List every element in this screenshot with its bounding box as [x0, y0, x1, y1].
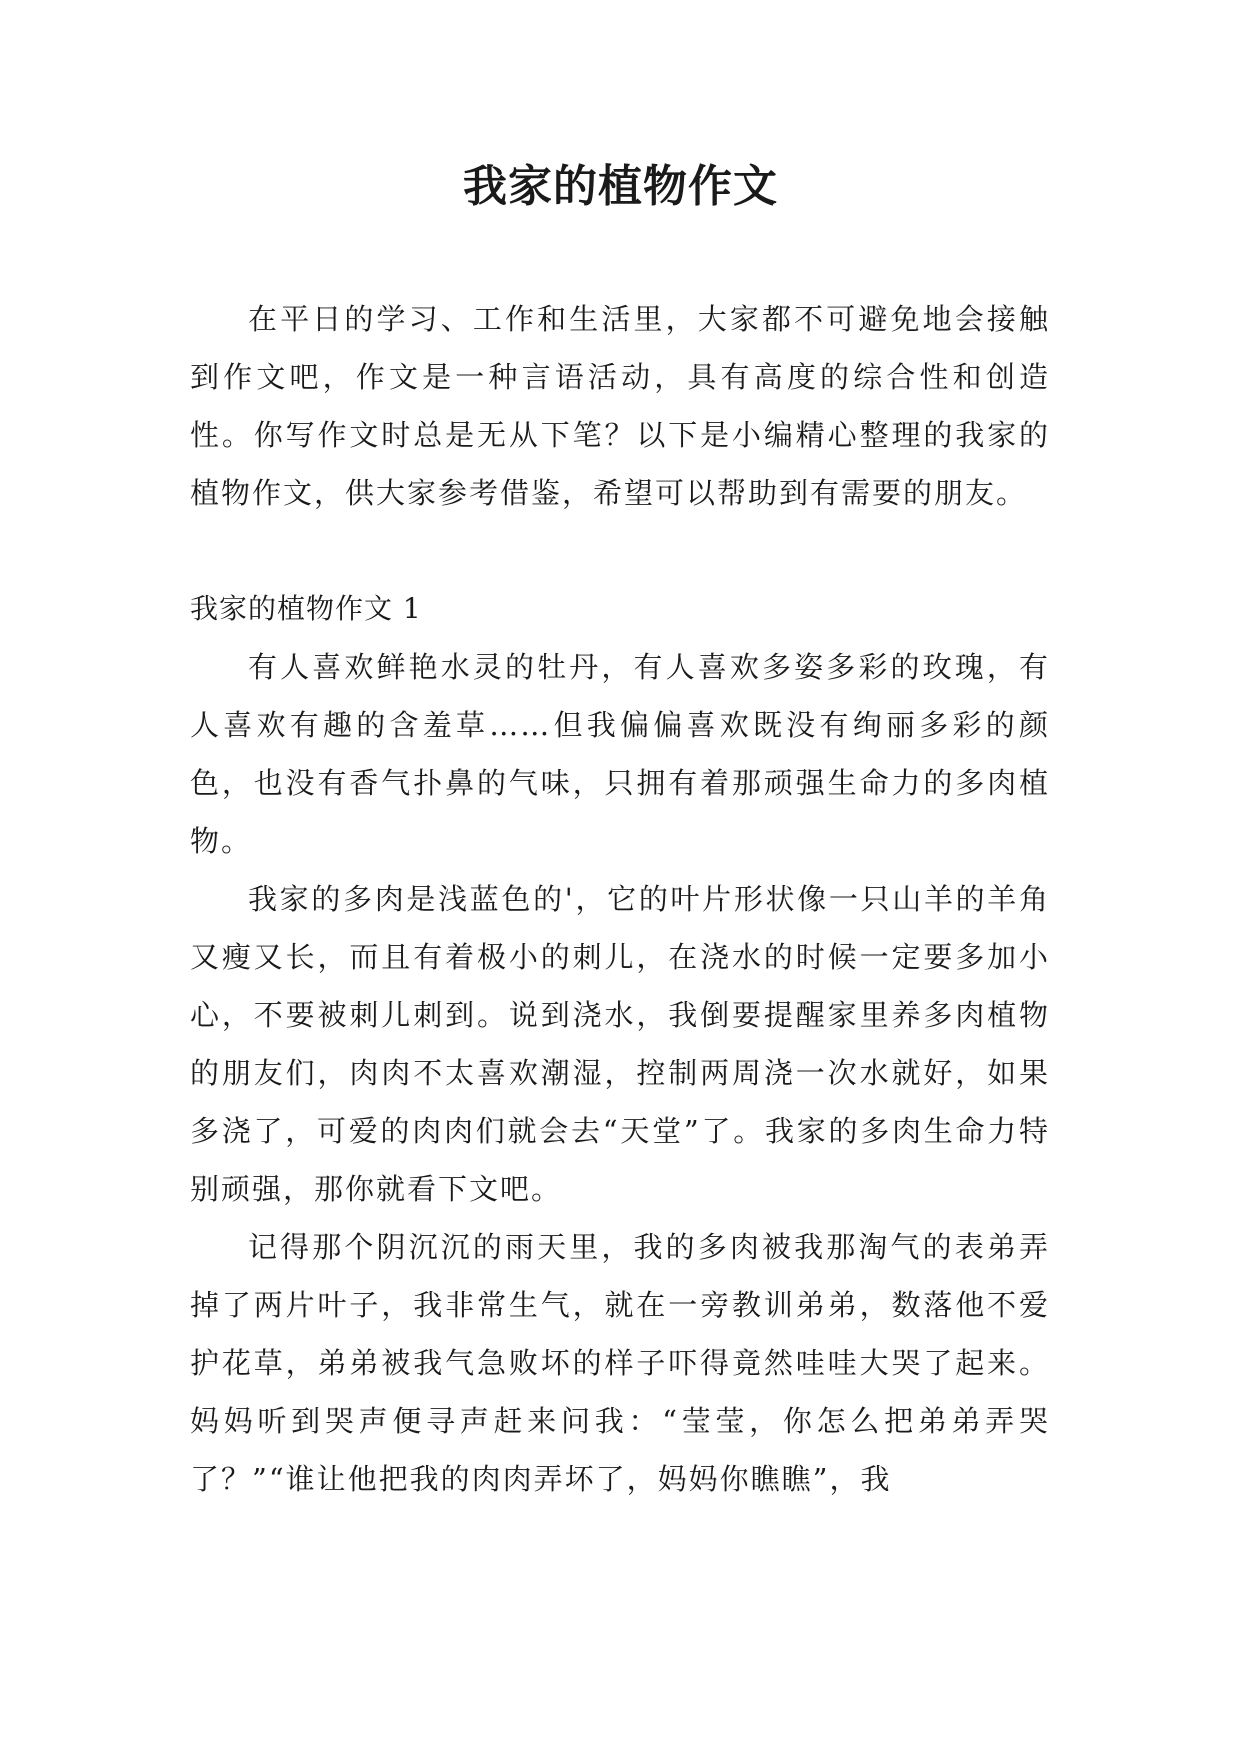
body-paragraph-3: 记得那个阴沉沉的雨天里，我的多肉被我那淘气的表弟弄掉了两片叶子，我非常生气，就在一旁教训弟弟，数落他不爱护花草，弟弟被我气急败坏的样子吓得竟然哇哇大哭了起来。妈妈听到哭声便寻声赶来问我：“莹莹，你怎么把弟弟弄哭了？”“谁让他把我的肉肉弄坏了，妈妈你瞧瞧”，我: [190, 1230, 1050, 1496]
body-paragraph-2: 我家的多肉是浅蓝色的'，它的叶片形状像一只山羊的羊角又瘦又长，而且有着极小的刺儿，在浇水的时候一定要多加小心，不要被刺儿刺到。说到浇水，我倒要提醒家里养多肉植物的朋友们，肉肉不太喜欢潮湿，控制两周浇一次水就好，如果多浇了，可爱的肉肉们就会去“天堂”了。我家的多肉生命力特别顽强，那你就看下文吧。: [190, 882, 1050, 1206]
intro-paragraph: 在平日的学习、工作和生活里，大家都不可避免地会接触到作文吧，作文是一种言语活动，具有高度的综合性和创造性。你写作文时总是无从下笔？以下是小编精心整理的我家的植物作文，供大家参考借鉴，希望可以帮助到有需要的朋友。: [190, 302, 1050, 510]
document-title: 我家的植物作文: [463, 161, 778, 212]
section-heading: 我家的植物作文 1: [190, 592, 422, 625]
body-paragraph-1: 有人喜欢鲜艳水灵的牡丹，有人喜欢多姿多彩的玫瑰，有人喜欢有趣的含羞草……但我偏偏喜欢既没有绚丽多彩的颜色，也没有香气扑鼻的气味，只拥有着那顽强生命力的多肉植物。: [190, 650, 1050, 858]
document-body: [190, 290, 1050, 1508]
